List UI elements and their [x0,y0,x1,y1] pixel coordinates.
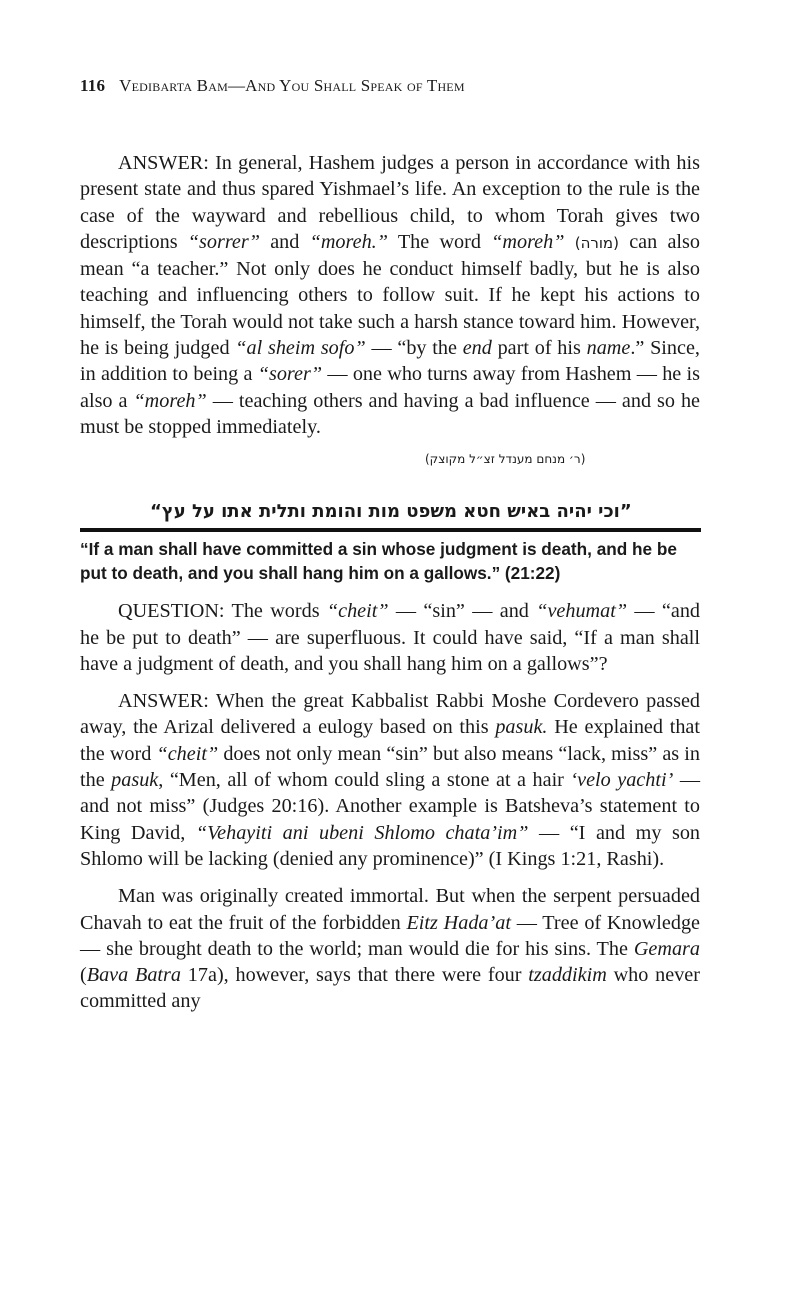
answer-paragraph-1: ANSWER: In general, Hashem judges a person in accordance with his present state and thus spared Yishmael’s life. An exception to the rule is the case of the wayward and rebellious child, to whom Torah gives two descriptions “sorrer” and “moreh.” The word “moreh” (מורה) can also mean “a teacher.” Not only does he conduct himself badly, but he is also teaching and influencing others to follow suit. If he kept his actions to himself, the Torah would not take such a harsh stance toward him. However, he is being judged “al sheim sofo” — “by the end part of his name.” Since, in addition to being a “sorer” — one who turns away from Hashem — he is also a “moreh” — teaching others and having a bad influence — and so he must be stopped immediately. [80,152,700,438]
page-number: 116 [80,76,106,95]
verse-translation: “If a man shall have committed a sin whose judgment is death, and he be put to death, and you shall hang him on a gallows.” (21:22) [80,539,677,583]
question-paragraph: QUESTION: The words “cheit” — “sin” — and “vehumat” — “and he be put to death” — are superfluous. It could have said, “If a man shall have a judgment of death, and you shall hang him on a gallows”? [80,600,701,675]
running-title: Vedibarta Bam—And You Shall Speak of Them [119,76,465,95]
paragraph-4: Man was originally created immortal. But when the serpent persuaded Chavah to eat the fruit of the forbidden Eitz Hada’at — Tree of Knowledge — she brought death to the world; man would die for his sins. The Gemara (Bava Batra 17a), however, says that there were four tzaddikim who never committed any [80,885,700,1013]
hebrew-moreh: (מורה) [574,233,619,252]
source-attribution: (ר׳ מנחם מענדל זצ״ל מקוצק) [425,452,586,467]
hebrew-verse-heading: ”וכי יהיה באיש חטא משפט מות והומת ותלית אתו על עץ“ [150,501,632,523]
running-header [80,76,465,96]
section-divider [80,528,701,532]
answer-paragraph-2: ANSWER: When the great Kabbalist Rabbi Moshe Cordevero passed away, the Arizal delivered a eulogy based on this pasuk. He explained that the word “cheit” does not only mean “sin” but also means “lack, miss” as in the pasuk, “Men, all of whom could sling a stone at a hair ‘velo yachti’ — and not miss” (Judges 20:16). Another example is Batsheva’s statement to King David, “Vehayiti ani ubeni Shlomo chata’im” — “I and my son Shlomo will be lacking (denied any prominence)” (I Kings 1:21, Rashi). [80,690,701,870]
body-text [80,150,700,1015]
